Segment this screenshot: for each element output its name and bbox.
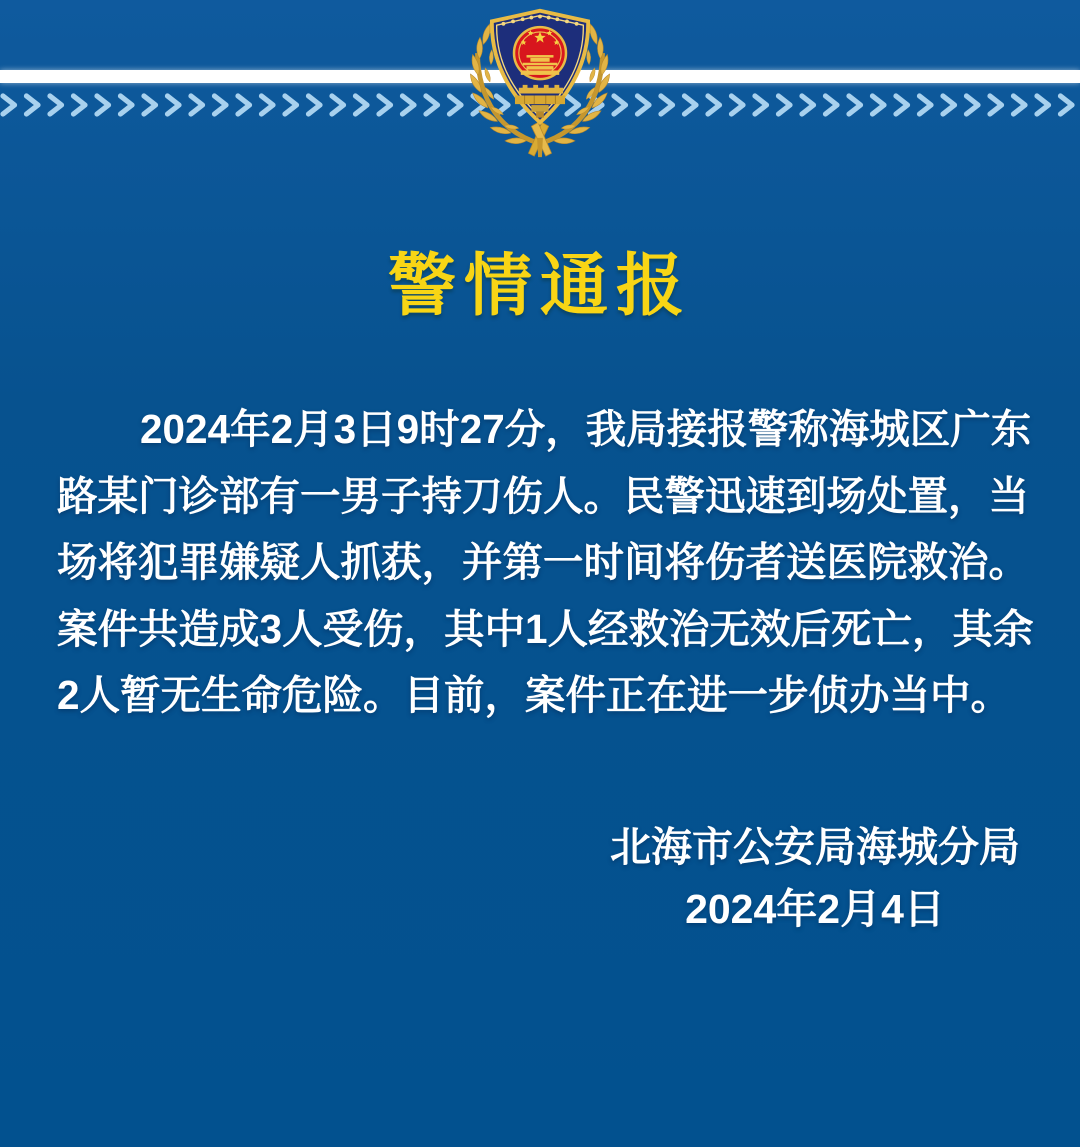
notice-body [57, 396, 1037, 729]
issue-date: 2024年2月4日 [685, 886, 945, 932]
body-line: 场将犯罪嫌疑人抓获，并第一时间将伤者送医院救治。 [57, 539, 1029, 585]
signature-block [610, 816, 1020, 940]
body-line: 案件共造成3人受伤，其中1人经救治无效后死亡，其余 [57, 605, 1034, 652]
body-line: 路某门诊部有一男子持刀伤人。民警迅速到场处置，当 [57, 472, 1029, 519]
page-title: 警情通报 [387, 248, 692, 324]
issuer-signature: 北海市公安局海城分局 [610, 824, 1020, 870]
body-line: 2024年2月3日9时27分，我局接报警称海城区广东 [140, 406, 1032, 452]
police-badge-icon [463, 4, 617, 160]
body-line: 2人暂无生命危险。目前，案件正在进一步侦办当中。 [57, 672, 1012, 718]
